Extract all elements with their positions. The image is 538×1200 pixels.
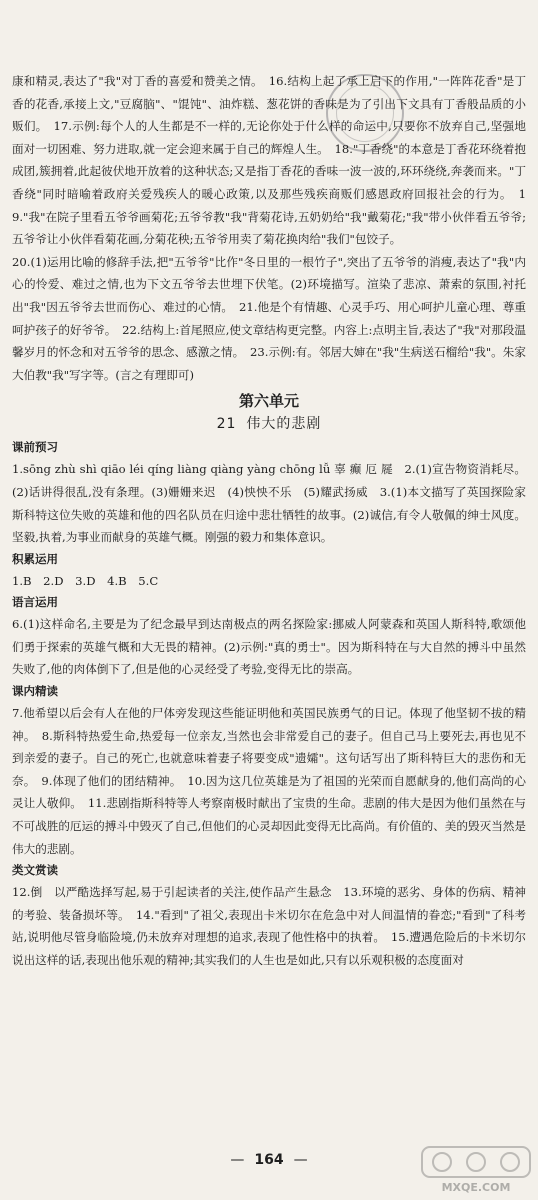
answer-paragraph-20-23: 20.(1)运用比喻的修辞手法,把"五爷爷"比作"冬日里的一根竹子",突出了五爷爷的消瘦,表达了"我"内心的怜爱、难过之情,也为下文五爷爷去世埋下伏笔。(2)环境描写。渲染了悲凉、萧索的氛围,衬托出"我"因五爷爷去世而伤心、难过的心情。 21.他是个有情趣、心灵手巧、用心呵护儿童心理、尊重呵护孩子的好爷爷。 22.结构上:首尾照应,使文章结构更完整。内容上:点明主旨,表达了"我"对那段温馨岁月的怀念和对五爷爷的思念、感激之情。 23.示例:有。邻居大婶在"我"生病送石榴给"我"。朱家大伯教"我"写字等。(言之有理即可) bbox=[12, 254, 526, 382]
answer-paragraph-16-19: 康和精灵,表达了"我"对丁香的喜爱和赞美之情。 16.结构上起了承上启下的作用,"一阵阵花香"是丁香的花香,承接上文,"豆腐脑"、"馄饨"、油炸糕、葱花饼的香味是为了引出下文具有丁香般品质的小贩们。 17.示例:每个人的人生都是不一样的,无论你处于什么样的命运中,只要你不放弃自己,坚强地面对一切困难、努力进取,就一定会迎来属于自己的辉煌人生。 18."丁香绕"的本意是丁香花环绕着抱成团,簇拥着,此起彼伏地开放着的这种状态;又是指丁香花的香味一波一波的,环环绕绕,奔袭而来。"丁香绕"同时暗喻着政府关爱残疾人的暖心政策,以及那些残疾商贩们感恩政府回报社会的行为。 19."我"在院子里看五爷爷画菊花;五爷爷教"我"背菊花诗,五奶奶给"我"戴菊花;"我"带小伙伴看五爷爷;五爷爷让小伙伴看菊花画,分菊花秧;五爷爷用卖了菊花换肉给"我们"包饺子。 bbox=[12, 74, 526, 247]
watermark-text: MXQE.COM bbox=[441, 1181, 511, 1194]
section-heading-close-reading: 课内精读 bbox=[12, 684, 58, 699]
section-close-reading-text: 7.他希望以后会有人在他的尸体旁发现这些能证明他和英国民族勇气的日记。体现了他坚韧不拔的精神。 8.斯科特热爱生命,热爱每一位亲友,当然也会非常爱自己的妻子。但自己马上要死去,再也见不到亲爱的妻子。自己的死亡,也就意味着妻子将要变成"遗孀"。这句话写出了斯科特巨大的悲伤和无奈。 9.体现了他们的团结精神。 10.因为这几位英雄是为了祖国的光荣而自愿献身的,他们高尚的心灵让人敬仰。 11.悲剧指斯科特等人考察南极时献出了宝贵的生命。悲剧的伟大是因为他们虽然在与不可战胜的厄运的搏斗中毁灭了自己,但他们的心灵却因此变得无比高尚。有价值的、美的毁灭当然是伟大的悲剧。 bbox=[12, 706, 526, 856]
section-heading-similar-text: 类文赏读 bbox=[12, 863, 58, 878]
lesson-name: 伟大的悲剧 bbox=[246, 416, 322, 433]
unit-title: 第六单元 bbox=[238, 392, 299, 411]
section-language-text: 6.(1)这样命名,主要是为了纪念最早到达南极点的两名探险家:挪威人阿蒙森和英国人斯科特,歌颂他们勇于探索的英雄气概和大无畏的精神。(2)示例:"真的勇士"。因为斯科特在与大自然的搏斗中虽然失败了,他的肉体倒下了,但是他的心灵经受了考验,变得无比的崇高。 bbox=[12, 617, 526, 677]
lesson-number: 21 bbox=[216, 416, 237, 433]
section-heading-preview: 课前预习 bbox=[12, 440, 58, 455]
answer-page bbox=[12, 70, 526, 972]
lesson-title bbox=[12, 413, 526, 433]
section-similar-text-text: 12.倒 以严酷选择写起,易于引起读者的关注,使作品产生悬念 13.环境的恶劣、身体的伤病、精神的考验、装备损坏等。 14."看到"了祖父,表现出卡米切尔在危急中对人间温情的眷恋;"看到"了科考站,说明他尽管身临险境,仍未放弃对理想的追求,表现了他性格中的执着。 15.遭遇危险后的卡米切尔说出这样的话,表现出他乐观的精神;其实我们的人生也是如此,只有以乐观积极的态度面对 bbox=[12, 885, 526, 967]
section-preview-text: 1.sōng zhù shì qiāo léi qíng liàng qiàng yàng chōng lǚ 辜 癫 厄 屣 2.(1)宣告物资消耗尽。(2)话讲得很乱,没有条理。(3)姗姗来迟 (4)怏怏不乐 (5)耀武扬威 3.(1)本文描写了英国探险家斯科特这位失败的英雄和他的四名队员在归途中悲壮牺牲的故事。(2)诚信,有令人敬佩的绅士风度。坚毅,执着,为事业而献身的英雄气概。刚强的毅力和集体意识。 bbox=[12, 462, 526, 545]
page-number: — 164 — bbox=[230, 1152, 308, 1168]
section-accumulate-text: 1.B 2.D 3.D 4.B 5.C bbox=[12, 573, 159, 588]
section-heading-language: 语言运用 bbox=[12, 595, 58, 610]
watermark-logo-icon bbox=[420, 1145, 532, 1195]
page-number-value: 164 bbox=[254, 1152, 284, 1168]
section-heading-accumulate: 积累运用 bbox=[12, 551, 58, 566]
